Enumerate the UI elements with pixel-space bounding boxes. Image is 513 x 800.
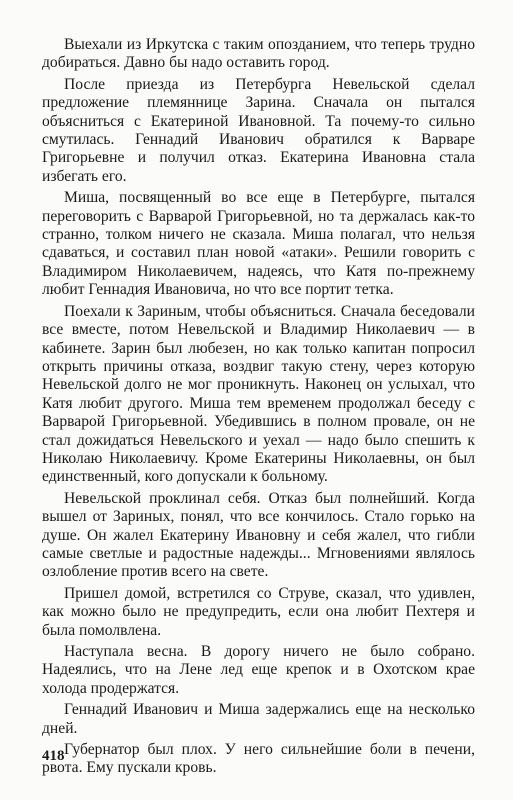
page-body-text xyxy=(42,36,475,781)
paragraph: Пришел домой, встретился со Струве, сказал, что удивлен, как можно было не предупредить, если она любит Пехтеря и была помолвлена. xyxy=(42,584,475,639)
paragraph: Наступала весна. В дорогу ничего не было собрано. Надеялись, что на Лене лед еще крепок и в Охотском крае холода продержатся. xyxy=(42,643,475,697)
paragraph: Невельской проклинал себя. Отказ был полнейший. Когда вышел от Зариных, понял, что все кончилось. Стало горько на душе. Он жалел Екатерину Ивановну и себя жалел, что гибли самые светлые и радостные надежды... Мгновениями являлось озлобление против всего на свете. xyxy=(42,489,475,581)
paragraph: Губернатор был плох. У него сильнейшие боли в печени, рвота. Ему пускали кровь. xyxy=(42,741,475,777)
paragraph: Миша, посвященный во все еще в Петербурге, пытался переговорить с Варварой Григорьевной, но та держалась как-то странно, толком ничего не сказала. Миша полагал, что нельзя сдаваться, и составил план новой «атаки». Решили говорить с Владимиром Николаевичем, надеясь, что Катя по-прежнему любит Геннадия Ивановича, но что все портит тетка. xyxy=(42,189,475,299)
paragraph: После приезда из Петербурга Невельской сделал предложение племяннице Зарина. Сначала он пытался объясниться с Екатериной Ивановной. Та почему-то сильно смутилась. Геннадий Иванович обратился к Варваре Григорьевне и получил отказ. Екатерина Ивановна стала избегать его. xyxy=(42,75,475,185)
paragraph: Выехали из Иркутска с таким опозданием, что теперь трудно добираться. Давно бы надо оставить город. xyxy=(42,36,475,72)
paragraph: Поехали к Зариным, чтобы объясниться. Сначала беседовали все вместе, потом Невельской и Владимир Николаевич — в кабинете. Зарин был любезен, но как только капитан попросил открыть причины отказа, воздвиг такую стену, через которую Невельской долго не мог проникнуть. Наконец он услыхал, что Катя любит другого. Миша тем временем продолжал беседу с Варварой Григорьевной. Убедившись в полном провале, он не стал дожидаться Невельского и уехал — надо было спешить к Николаю Николаевичу. Кроме Екатерины Николаевны, он был единственный, кого допускали к больному. xyxy=(42,302,475,486)
paragraph: Геннадий Иванович и Миша задержались еще на несколько дней. xyxy=(42,701,475,737)
page-number: 418 xyxy=(42,748,65,764)
